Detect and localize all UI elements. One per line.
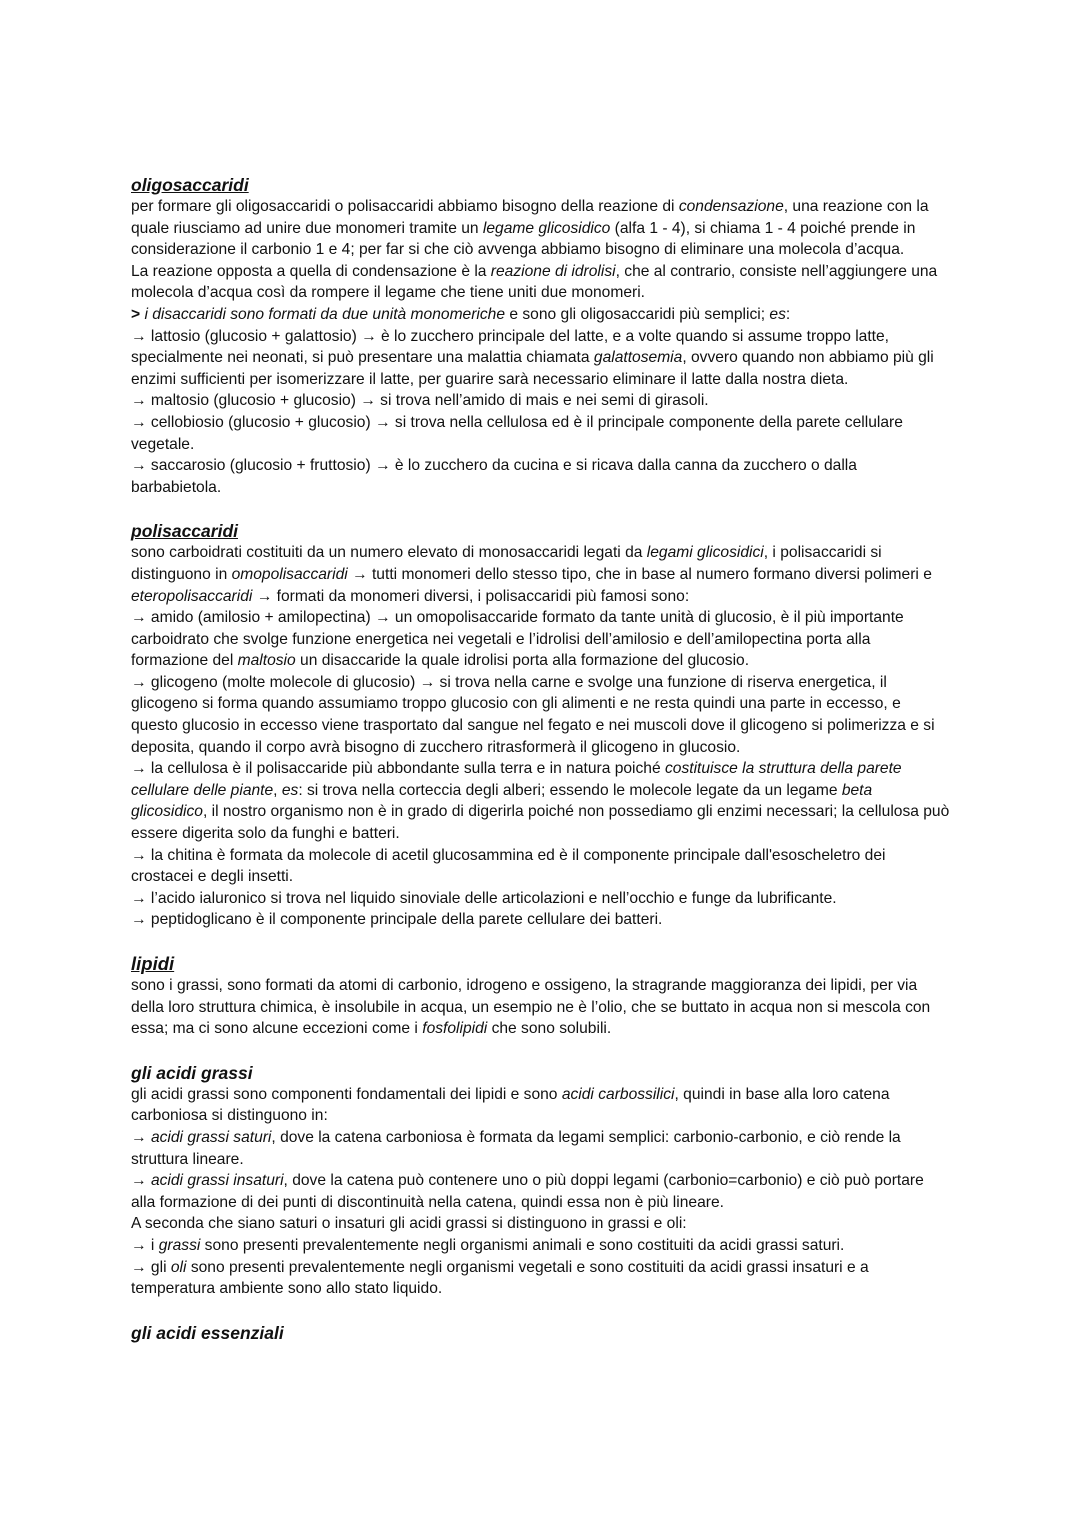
heading-acidi-grassi: gli acidi grassi (131, 1062, 253, 1083)
list-item-saturi: → acidi grassi saturi, dove la catena carboniosa è formata da legami semplici: carbonio-carbonio, e ciò rende la struttura lineare. (131, 1128, 901, 1168)
list-item-maltosio: → maltosio (glucosio + glucosio) → si trova nell’amido di mais e nei semi di girasoli. (131, 392, 709, 410)
list-item-acido-ialuronico: → l’acido ialuronico si trova nel liquido sinoviale delle articolazioni e nell’occhio e funge da lubrificante. (131, 889, 837, 907)
heading-acidi-essenziali: gli acidi essenziali (131, 1322, 284, 1343)
list-item-cellulosa: → la cellulosa è il polisaccaride più abbondante sulla terra e in natura poiché costituisce la struttura della parete cellulare delle piante, es: si trova nella corteccia degli alberi; essendo le molecole legate da un legame beta glicosidico, il nostro organismo non è in grado di digerirla poiché non possediamo gli enzimi necessari; la cellulosa può essere digerita solo da funghi e batteri. (131, 760, 950, 843)
paragraph-disaccaridi: > i disaccaridi sono formati da due unità monomeriche e sono gli oligosaccaridi più semplici; es: (131, 305, 791, 323)
list-item-peptidoglicano: → peptidoglicano è il componente principale della parete cellulare dei batteri. (131, 911, 663, 929)
list-item-chitina: → la chitina è formata da molecole di acetil glucosammina ed è il componente principale dall'esoscheletro dei crostacei e degli insetti. (131, 846, 886, 886)
list-item-cellobiosio: → cellobiosio (glucosio + glucosio) → si trova nella cellulosa ed è il principale componente della parete cellulare vegetale. (131, 413, 903, 453)
list-item-lattosio: → lattosio (glucosio + galattosio) → è lo zucchero principale del latte, e a volte quando si assume troppo latte, specialmente nei neonati, si può presentare una malattia chiamata galattosemia, ovvero quando non abbiamo più gli enzimi sufficienti per isomerizzare il latte, per guarire sarà necessario eliminare il latte dalla nostra dieta. (131, 327, 934, 388)
paragraph-polisaccaridi-intro: sono carboidrati costituiti da un numero elevato di monosaccaridi legati da legami glicosidici, i polisaccaridi si distinguono in omopolisaccaridi → tutti monomeri dello stesso tipo, che in base al numero formano diversi polimeri e eteropolisaccaridi → formati da monomeri diversi, i polisaccaridi più famosi sono: (131, 544, 932, 605)
list-item-insaturi: → acidi grassi insaturi, dove la catena può contenere uno o più doppi legami (carbonio=carbonio) e ciò può portare alla formazione di dei punti di discontinuità nella catena, quindi essa non è più lineare. (131, 1172, 924, 1211)
list-item-glicogeno: → glicogeno (molte molecole di glucosio) → si trova nella carne e svolge una funzione di riserva energetica, il glicogeno si forma quando assumiamo troppo glucosio con gli alimenti e ne resta quindi una parte in eccesso, e questo glucosio in eccesso viene trasportato dal sangue nel fegato e nei muscoli dove il glicogeno si polimerizza e si deposita, quando il corpo avrà bisogno di zucchero ritrasformerà il glicogeno in glucosio. (131, 673, 935, 756)
paragraph-lipidi: sono i grassi, sono formati da atomi di carbonio, idrogeno e ossigeno, la stragrande maggioranza dei lipidi, per via della loro struttura chimica, è insolubile in acqua, un esempio ne è l’olio, che se buttato in acqua non si mescola con essa; ma ci sono alcune eccezioni come i fosfolipidi che sono solubili. (131, 977, 931, 1038)
list-item-grassi: → i grassi sono presenti prevalentemente negli organismi animali e sono costituiti da acidi grassi saturi. (131, 1236, 845, 1254)
document-page (131, 174, 951, 1344)
paragraph-idrolisi: La reazione opposta a quella di condensazione è la reazione di idrolisi, che al contrario, consiste nell’aggiungere una molecola d’acqua così da rompere il legame che tiene uniti due monomeri. (131, 262, 938, 302)
list-item-saccarosio: → saccarosio (glucosio + fruttosio) → è lo zucchero da cucina e si ricava dalla canna da zucchero o dalla barbabietola. (131, 457, 857, 496)
heading-oligosaccaridi: oligosaccaridi (131, 175, 249, 195)
heading-polisaccaridi: polisaccaridi (131, 521, 238, 542)
paragraph-condensazione: per formare gli oligosaccaridi o polisaccaridi abbiamo bisogno della reazione di condensazione, una reazione con la quale riusciamo ad unire due monomeri tramite un legame glicosidico (alfa 1 - 4), si chiama 1 - 4 poiché prende in considerazione il carbonio 1 e 4; per far si che ciò avvenga abbiamo bisogno di eliminare una molecola d’acqua. (131, 198, 929, 259)
list-item-oli: → gli oli sono presenti prevalentemente negli organismi vegetali e sono costituiti da acidi grassi insaturi e a temperatura ambiente sono allo stato liquido. (131, 1258, 869, 1298)
paragraph-acidi-grassi-intro: gli acidi grassi sono componenti fondamentali dei lipidi e sono acidi carbossilici, quindi in base alla loro catena carboniosa si distinguono in: (131, 1085, 890, 1125)
heading-lipidi: lipidi (131, 953, 175, 974)
list-item-amido: → amido (amilosio + amilopectina) → un omopolisaccaride formato da tante unità di glucosio, è il più importante carboidrato che svolge funzione energetica nei vegetali e l’idrolisi dell’amilosio e dell’amilopectina porta alla formazione del maltosio un disaccaride la quale idrolisi porta alla formazione del glucosio. (131, 609, 904, 670)
paragraph-grassi-oli: A seconda che siano saturi o insaturi gli acidi grassi si distinguono in grassi e oli: (131, 1215, 687, 1233)
